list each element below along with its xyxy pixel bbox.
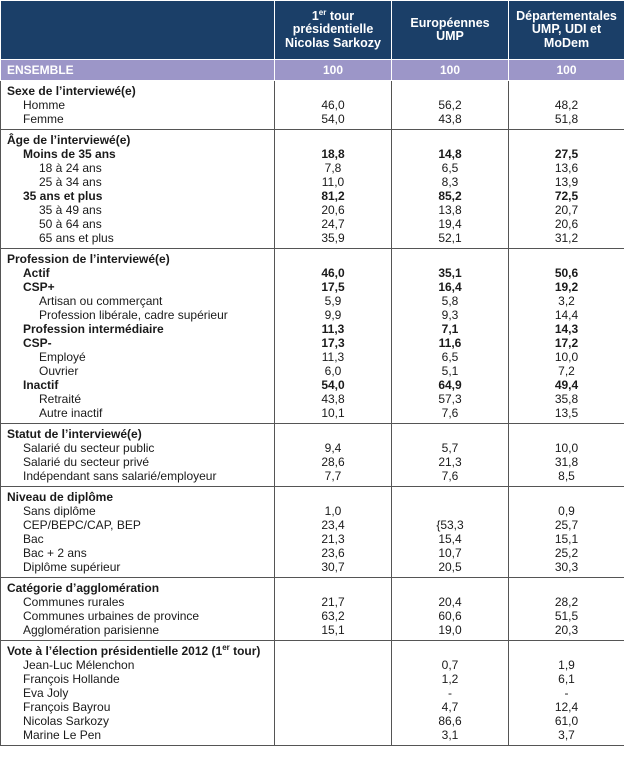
row-label: CSP- [1,336,275,350]
section-header-empty-cell [392,641,509,659]
table-row [1,455,624,469]
table-row [1,217,624,231]
row-value: 64,9 [392,378,509,392]
header-col-presidentielle [275,1,392,60]
row-value: 20,6 [275,203,392,217]
row-label: Diplôme supérieur [1,560,275,578]
row-value: 15,1 [275,623,392,641]
section-header-row [1,487,624,505]
section-header-empty-cell [275,130,392,148]
header-col3-line3: MoDem [543,35,590,50]
row-value: 9,9 [275,308,392,322]
header-col3-line2: UMP, UDI et [531,22,602,37]
section-6 [1,578,624,641]
row-label: Sans diplôme [1,504,275,518]
row-value: 0,9 [509,504,624,518]
row-value: 86,6 [392,714,509,728]
row-value: 24,7 [275,217,392,231]
ensemble-value: 100 [509,60,624,81]
row-label: Salarié du secteur public [1,441,275,455]
table-row [1,469,624,487]
section-header-empty-cell [275,424,392,442]
section-header-empty-cell [509,249,624,267]
row-value: {53,3 [392,518,509,532]
row-label: Jean-Luc Mélenchon [1,658,275,672]
header-col2-line1: Européennes [410,15,490,30]
section-4 [1,424,624,487]
table-row [1,714,624,728]
row-value: 21,3 [275,532,392,546]
row-value [275,728,392,746]
row-label: Ouvrier [1,364,275,378]
row-label: François Hollande [1,672,275,686]
row-value: 17,5 [275,280,392,294]
row-value: 8,5 [509,469,624,487]
row-value: 31,8 [509,455,624,469]
row-value: 7,7 [275,469,392,487]
section-header-row [1,130,624,148]
section-5 [1,487,624,578]
row-label: Eva Joly [1,686,275,700]
row-value: 0,7 [392,658,509,672]
row-label: Homme [1,98,275,112]
row-value: 56,2 [392,98,509,112]
row-value: 14,4 [509,308,624,322]
row-value: 20,5 [392,560,509,578]
row-value: 18,8 [275,147,392,161]
table-row [1,147,624,161]
section-header-empty-cell [509,130,624,148]
header-col2-line2: UMP [436,29,464,43]
row-value: 11,6 [392,336,509,350]
row-value: 9,3 [392,308,509,322]
row-value [392,504,509,518]
table-row [1,308,624,322]
row-value: 11,0 [275,175,392,189]
row-value: 43,8 [392,112,509,130]
section-header-empty-cell [392,487,509,505]
table-row [1,203,624,217]
section-7 [1,641,624,746]
row-value: 10,1 [275,406,392,424]
row-value: 54,0 [275,378,392,392]
row-value: 52,1 [392,231,509,249]
header-blank-cell [1,1,275,60]
row-value: 7,6 [392,406,509,424]
row-label: Employé [1,350,275,364]
row-value: - [392,686,509,700]
row-value: 21,7 [275,595,392,609]
section-title: Sexe de l’interviewé(e) [1,81,275,99]
row-value: 49,4 [509,378,624,392]
row-label: 25 à 34 ans [1,175,275,189]
table-row [1,231,624,249]
row-value: - [509,686,624,700]
table-row [1,686,624,700]
section-header-row [1,81,624,99]
row-value: 14,3 [509,322,624,336]
row-value: 4,7 [392,700,509,714]
ensemble-row [1,60,624,81]
table-row [1,532,624,546]
section-title: Catégorie d’agglomération [1,578,275,596]
section-header-empty-cell [392,578,509,596]
row-value: 46,0 [275,266,392,280]
row-value: 1,9 [509,658,624,672]
header-col1-line3: Nicolas Sarkozy [285,35,381,50]
header-col-europeennes [392,1,509,60]
row-value: 5,1 [392,364,509,378]
table-row [1,609,624,623]
row-value: 6,5 [392,161,509,175]
table-row [1,98,624,112]
section-header-empty-cell [509,487,624,505]
row-label: Indépendant sans salarié/employeur [1,469,275,487]
row-value: 9,4 [275,441,392,455]
row-value [275,686,392,700]
row-value: 3,1 [392,728,509,746]
section-header-empty-cell [275,81,392,99]
row-value: 43,8 [275,392,392,406]
row-value: 72,5 [509,189,624,203]
row-label: Profession libérale, cadre supérieur [1,308,275,322]
row-value: 8,3 [392,175,509,189]
row-value: 28,2 [509,595,624,609]
row-value: 13,8 [392,203,509,217]
row-value [275,672,392,686]
row-label: 35 ans et plus [1,189,275,203]
table-row [1,700,624,714]
row-value: 15,1 [509,532,624,546]
row-value: 6,5 [392,350,509,364]
table-row [1,728,624,746]
row-value: 6,1 [509,672,624,686]
row-value: 11,3 [275,350,392,364]
row-value: 5,9 [275,294,392,308]
header-col3-line1: Départementales [516,8,617,23]
row-label: Communes urbaines de province [1,609,275,623]
row-value: 19,0 [392,623,509,641]
section-header-empty-cell [392,249,509,267]
row-label: Bac + 2 ans [1,546,275,560]
row-value: 17,3 [275,336,392,350]
row-value: 25,2 [509,546,624,560]
row-label: Marine Le Pen [1,728,275,746]
row-value: 13,5 [509,406,624,424]
row-value [275,714,392,728]
row-value: 10,0 [509,441,624,455]
row-value: 15,4 [392,532,509,546]
row-value: 51,8 [509,112,624,130]
row-value: 19,2 [509,280,624,294]
row-value: 20,4 [392,595,509,609]
row-value [275,658,392,672]
table-row [1,378,624,392]
ensemble-value: 100 [275,60,392,81]
row-value: 54,0 [275,112,392,130]
row-value: 7,8 [275,161,392,175]
table-row [1,350,624,364]
section-header-row [1,641,624,659]
row-value: 11,3 [275,322,392,336]
section-title: Profession de l’interviewé(e) [1,249,275,267]
row-value: 30,7 [275,560,392,578]
row-value: 5,7 [392,441,509,455]
row-value: 12,4 [509,700,624,714]
row-label: Inactif [1,378,275,392]
section-header-row [1,424,624,442]
section-3 [1,249,624,424]
row-value: 3,7 [509,728,624,746]
row-label: Agglomération parisienne [1,623,275,641]
section-header-row [1,578,624,596]
row-value: 3,2 [509,294,624,308]
row-value: 20,6 [509,217,624,231]
row-value: 23,4 [275,518,392,532]
section-header-empty-cell [509,641,624,659]
table-row [1,392,624,406]
table-row [1,336,624,350]
row-value: 5,8 [392,294,509,308]
row-value: 13,6 [509,161,624,175]
table-row [1,294,624,308]
section-title: Vote à l’élection présidentielle 2012 (1er tour) [1,641,275,659]
header-col-departementales [509,1,624,60]
row-value: 7,1 [392,322,509,336]
table-row [1,560,624,578]
section-header-empty-cell [509,424,624,442]
row-label: 50 à 64 ans [1,217,275,231]
row-value: 6,0 [275,364,392,378]
section-header-empty-cell [275,249,392,267]
row-label: 65 ans et plus [1,231,275,249]
section-title: Âge de l’interviewé(e) [1,130,275,148]
row-label: Moins de 35 ans [1,147,275,161]
table-row [1,658,624,672]
row-label: Retraité [1,392,275,406]
row-value: 17,2 [509,336,624,350]
row-label: Femme [1,112,275,130]
row-label: François Bayrou [1,700,275,714]
row-label: CSP+ [1,280,275,294]
table-row [1,280,624,294]
row-value: 51,5 [509,609,624,623]
table-row [1,322,624,336]
row-value: 31,2 [509,231,624,249]
row-value: 35,9 [275,231,392,249]
table-row [1,406,624,424]
section-title: Statut de l’interviewé(e) [1,424,275,442]
row-label: Autre inactif [1,406,275,424]
row-value: 85,2 [392,189,509,203]
row-value: 19,4 [392,217,509,231]
row-value: 46,0 [275,98,392,112]
row-label: Communes rurales [1,595,275,609]
section-header-empty-cell [275,578,392,596]
row-label: Actif [1,266,275,280]
row-value: 10,0 [509,350,624,364]
section-header-empty-cell [509,81,624,99]
row-value: 25,7 [509,518,624,532]
row-value: 60,6 [392,609,509,623]
row-value: 57,3 [392,392,509,406]
table-row [1,504,624,518]
row-label: 35 à 49 ans [1,203,275,217]
row-value: 1,2 [392,672,509,686]
row-value: 20,7 [509,203,624,217]
header-col1-line1: 1er tour [311,7,355,23]
ensemble-value: 100 [392,60,509,81]
table-header [1,1,624,60]
table-row [1,189,624,203]
table-row [1,161,624,175]
table-row [1,441,624,455]
row-value: 21,3 [392,455,509,469]
ensemble-label: ENSEMBLE [1,60,275,81]
header-col1-line2: présidentielle [292,22,374,37]
section-title: Niveau de diplôme [1,487,275,505]
row-value: 61,0 [509,714,624,728]
section-2 [1,130,624,249]
row-value: 13,9 [509,175,624,189]
section-header-row [1,249,624,267]
row-value: 23,6 [275,546,392,560]
row-value: 28,6 [275,455,392,469]
section-header-empty-cell [275,641,392,659]
table-row [1,595,624,609]
row-value: 10,7 [392,546,509,560]
row-value: 7,6 [392,469,509,487]
row-value: 35,8 [509,392,624,406]
row-label: Bac [1,532,275,546]
row-value: 27,5 [509,147,624,161]
row-label: 18 à 24 ans [1,161,275,175]
section-header-empty-cell [392,424,509,442]
row-value: 35,1 [392,266,509,280]
row-label: Profession intermédiaire [1,322,275,336]
section-header-empty-cell [275,487,392,505]
table-row [1,112,624,130]
row-value: 20,3 [509,623,624,641]
row-value: 30,3 [509,560,624,578]
table-row [1,518,624,532]
section-1 [1,81,624,130]
table-row [1,672,624,686]
row-value: 16,4 [392,280,509,294]
table-row [1,175,624,189]
row-label: Artisan ou commerçant [1,294,275,308]
row-value [275,700,392,714]
table-row [1,364,624,378]
row-value: 81,2 [275,189,392,203]
row-value: 1,0 [275,504,392,518]
section-header-empty-cell [509,578,624,596]
row-value: 48,2 [509,98,624,112]
row-value: 63,2 [275,609,392,623]
table-row [1,266,624,280]
section-header-empty-cell [392,130,509,148]
row-value: 14,8 [392,147,509,161]
row-label: CEP/BEPC/CAP, BEP [1,518,275,532]
section-header-empty-cell [392,81,509,99]
table-row [1,546,624,560]
row-value: 50,6 [509,266,624,280]
table-row [1,623,624,641]
row-label: Salarié du secteur privé [1,455,275,469]
row-label: Nicolas Sarkozy [1,714,275,728]
row-value: 7,2 [509,364,624,378]
